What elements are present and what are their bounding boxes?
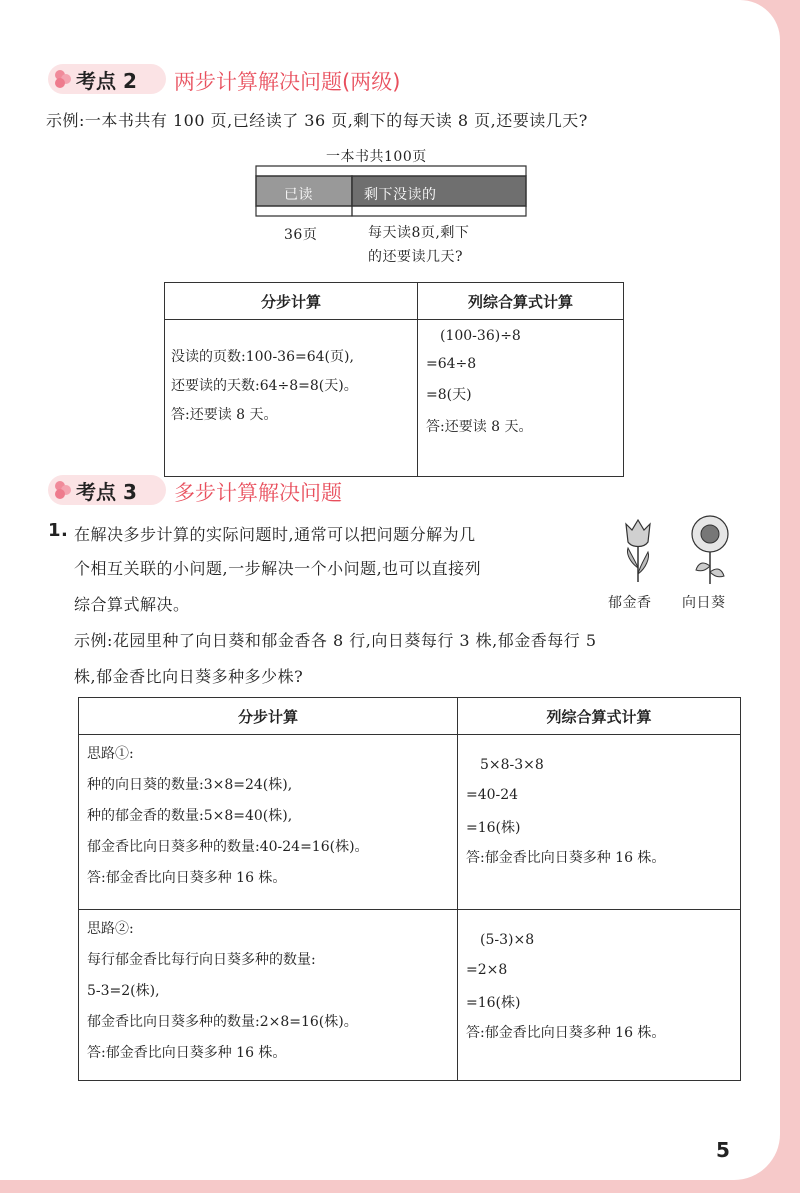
table-header: 列综合算式计算 — [418, 283, 624, 320]
page-number: 5 — [716, 1138, 730, 1162]
sunflower-label: 向日葵 — [682, 595, 726, 611]
formula-line: (100-36)÷8 — [440, 328, 521, 344]
formula-cell — [418, 320, 624, 477]
paragraph-line: 综合算式解决。 — [74, 595, 190, 614]
step-line: 郁金香比向日葵多种的数量:40-24=16(株)。 — [87, 839, 369, 855]
step-line: 种的向日葵的数量:3×8=24(株), — [87, 777, 293, 793]
table-header: 分步计算 — [79, 698, 458, 735]
step-line: 郁金香比向日葵多种的数量:2×8=16(株)。 — [87, 1014, 358, 1030]
formula-line: =8(天) — [426, 387, 472, 403]
sunflower-icon — [684, 514, 736, 586]
tulip-icon — [618, 518, 658, 584]
step-cell — [79, 735, 458, 910]
example-line: 示例:花园里种了向日葵和郁金香各 8 行,向日葵每行 3 株,郁金香每行 5 — [74, 631, 597, 650]
formula-line: 5×8-3×8 — [480, 757, 544, 773]
diagram-note: 的还要读几天? — [368, 249, 464, 265]
step-cell — [79, 910, 458, 1081]
section-title: 两步计算解决问题(两级) — [174, 70, 401, 94]
section-badge — [48, 64, 166, 94]
flower-icon — [52, 68, 74, 90]
example-text: 示例:一本书共有 100 页,已经读了 36 页,剩下的每天读 8 页,还要读几天? — [46, 111, 588, 130]
badge-label: 考点 3 — [76, 479, 137, 504]
solution-table — [164, 282, 624, 477]
table-header: 列综合算式计算 — [458, 698, 741, 735]
paragraph-line: 个相互关联的小问题,一步解决一个小问题,也可以直接列 — [74, 559, 482, 578]
paragraph-line: 在解决多步计算的实际问题时,通常可以把问题分解为几 — [74, 525, 476, 544]
step-line: 种的郁金香的数量:5×8=40(株), — [87, 808, 293, 824]
flower-icon — [52, 479, 74, 501]
step-line: 答:郁金香比向日葵多种 16 株。 — [87, 1045, 287, 1061]
step-line: 每行郁金香比每行向日葵多种的数量: — [87, 952, 316, 968]
step-line: 答:还要读 8 天。 — [171, 407, 278, 423]
diagram-note: 每天读8页,剩下 — [368, 225, 470, 241]
table-header: 分步计算 — [165, 283, 418, 320]
step-line: 没读的页数:100-36=64(页), — [171, 349, 354, 365]
step-cell — [165, 320, 418, 477]
section-badge — [48, 475, 166, 505]
example-line: 株,郁金香比向日葵多种多少株? — [74, 667, 304, 686]
formula-cell — [458, 910, 741, 1081]
formula-line: 答:还要读 8 天。 — [426, 419, 533, 435]
tulip-label: 郁金香 — [608, 595, 652, 611]
formula-line: =64÷8 — [426, 356, 477, 372]
diagram-total-label: 一本书共100页 — [326, 149, 427, 165]
item-number: 1. — [48, 520, 69, 541]
formula-cell — [458, 735, 741, 910]
step-line: 思路①: — [87, 746, 134, 762]
step-line: 5-3=2(株), — [87, 983, 160, 999]
badge-label: 考点 2 — [76, 68, 137, 93]
section-title: 多步计算解决问题 — [174, 481, 342, 505]
formula-line: =16(株) — [466, 995, 521, 1011]
formula-line: =40-24 — [466, 787, 519, 803]
formula-line: 答:郁金香比向日葵多种 16 株。 — [466, 850, 666, 866]
formula-line: =16(株) — [466, 820, 521, 836]
segment-read-label: 已读 — [284, 187, 313, 203]
segment-unread-label: 剩下没读的 — [364, 187, 437, 203]
step-line: 还要读的天数:64÷8=8(天)。 — [171, 378, 358, 394]
step-line: 思路②: — [87, 921, 134, 937]
formula-line: (5-3)×8 — [480, 932, 535, 948]
formula-line: =2×8 — [466, 962, 508, 978]
formula-line: 答:郁金香比向日葵多种 16 株。 — [466, 1025, 666, 1041]
step-line: 答:郁金香比向日葵多种 16 株。 — [87, 870, 287, 886]
solution-table — [78, 697, 741, 1081]
read-pages-label: 36页 — [284, 227, 318, 243]
